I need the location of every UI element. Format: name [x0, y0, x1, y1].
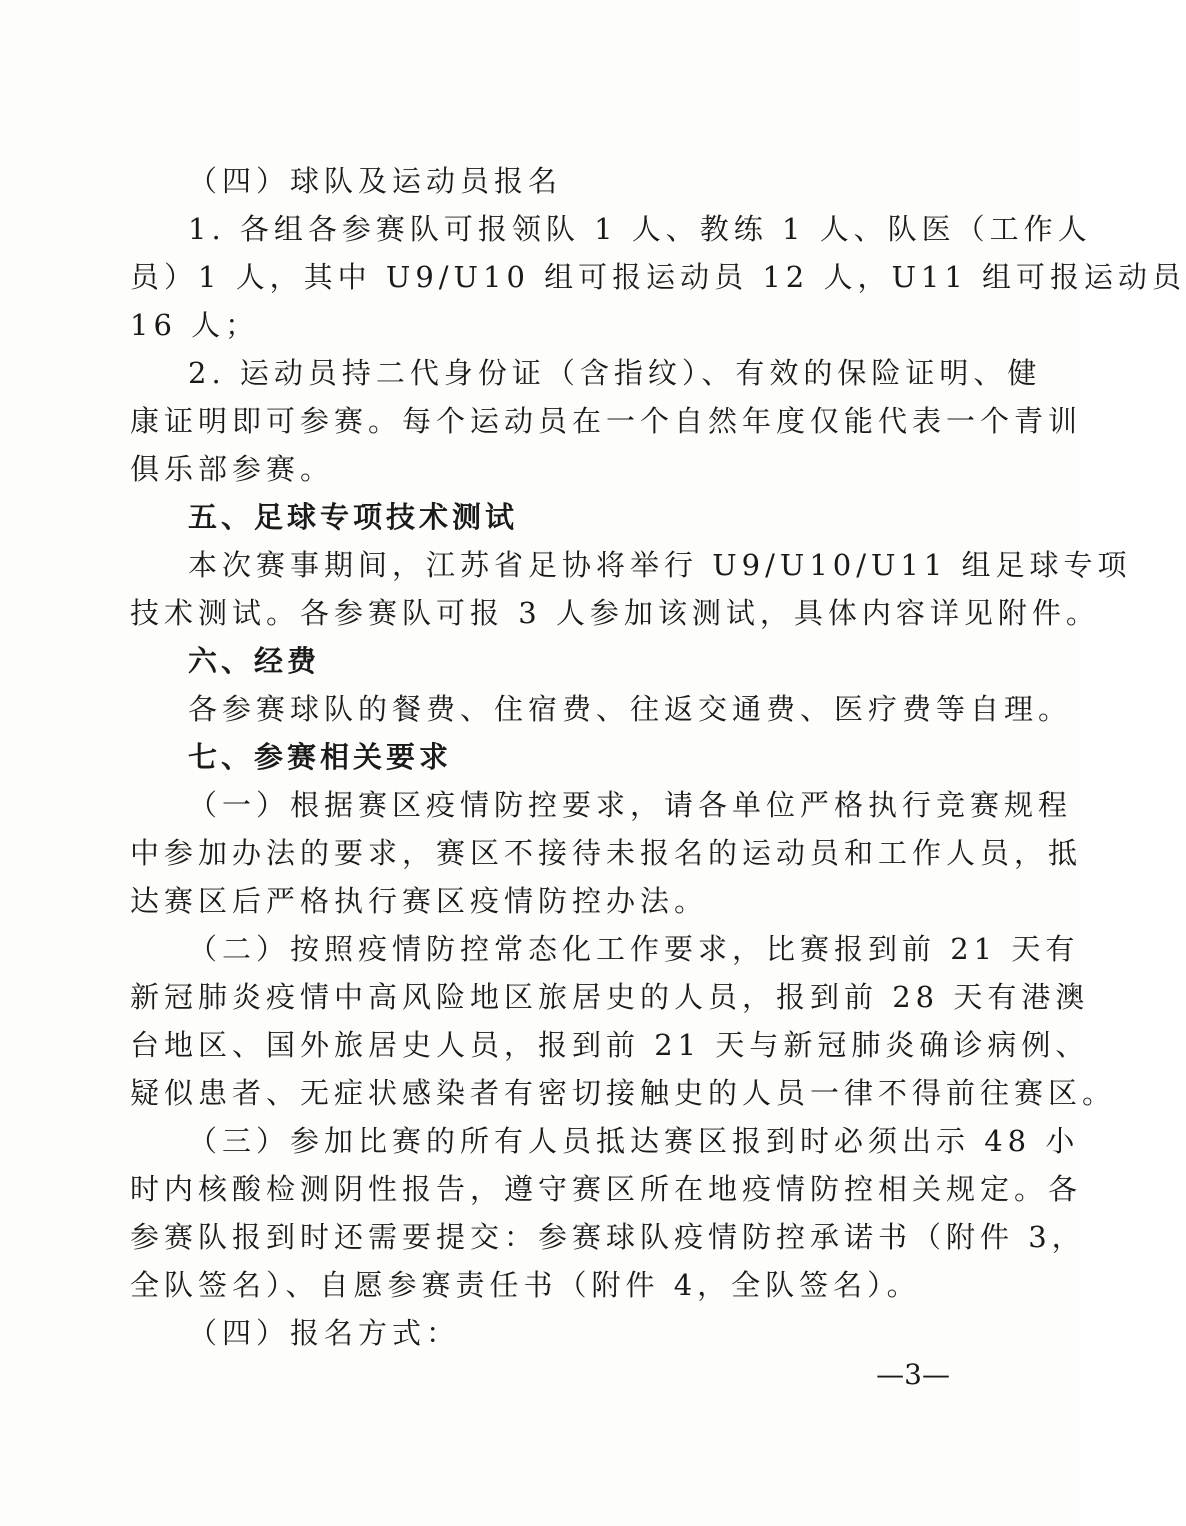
paragraph-line: 中参加办法的要求，赛区不接待未报名的运动员和工作人员，抵 — [130, 836, 1083, 870]
subsection-heading-registration-method: （四）报名方式： — [188, 1316, 461, 1350]
paragraph-line: （二）按照疫情防控常态化工作要求，比赛报到前 21 天有 — [188, 932, 1080, 966]
section-heading-technical-test: 五、足球专项技术测试 — [188, 500, 519, 534]
paragraph-line: 全队签名）、自愿参赛责任书（附件 4，全队签名）。 — [130, 1268, 921, 1302]
paragraph-line: 参赛队报到时还需要提交：参赛球队疫情防控承诺书（附件 3， — [130, 1220, 1086, 1254]
paragraph-line: 技术测试。各参赛队可报 3 人参加该测试，具体内容详见附件。 — [130, 596, 1100, 630]
section-heading-requirements: 七、参赛相关要求 — [188, 740, 453, 774]
paragraph-line: 新冠肺炎疫情中高风险地区旅居史的人员，报到前 28 天有港澳 — [130, 980, 1090, 1014]
section-heading-expenses: 六、经费 — [188, 644, 321, 678]
paragraph-line: 各参赛球队的餐费、住宿费、往返交通费、医疗费等自理。 — [188, 692, 1073, 726]
page-number: —3— — [876, 1358, 950, 1391]
subsection-heading-team-registration: （四）球队及运动员报名 — [188, 164, 563, 198]
paragraph-line: 2. 运动员持二代身份证（含指纹）、有效的保险证明、健 — [188, 356, 1042, 390]
paragraph-line: （一）根据赛区疫情防控要求，请各单位严格执行竞赛规程 — [188, 788, 1073, 822]
paragraph-line: 疑似患者、无症状感染者有密切接触史的人员一律不得前往赛区。 — [130, 1076, 1117, 1110]
paragraph-line: 16 人； — [130, 308, 260, 342]
paragraph-line: 1. 各组各参赛队可报领队 1 人、教练 1 人、队医（工作人 — [188, 212, 1092, 246]
paragraph-line: 康证明即可参赛。每个运动员在一个自然年度仅能代表一个青训 — [130, 404, 1083, 438]
paragraph-line: 达赛区后严格执行赛区疫情防控办法。 — [130, 884, 709, 918]
paragraph-line: 时内核酸检测阴性报告，遵守赛区所在地疫情防控相关规定。各 — [130, 1172, 1083, 1206]
paragraph-line: 台地区、国外旅居史人员，报到前 21 天与新冠肺炎确诊病例、 — [130, 1028, 1090, 1062]
paragraph-line: 俱乐部参赛。 — [130, 452, 335, 486]
paragraph-line: 本次赛事期间，江苏省足协将举行 U9/U10/U11 组足球专项 — [188, 548, 1132, 582]
paragraph-line: 员）1 人，其中 U9/U10 组可报运动员 12 人，U11 组可报运动员 — [130, 260, 1186, 294]
paragraph-line: （三）参加比赛的所有人员抵达赛区报到时必须出示 48 小 — [188, 1124, 1080, 1158]
